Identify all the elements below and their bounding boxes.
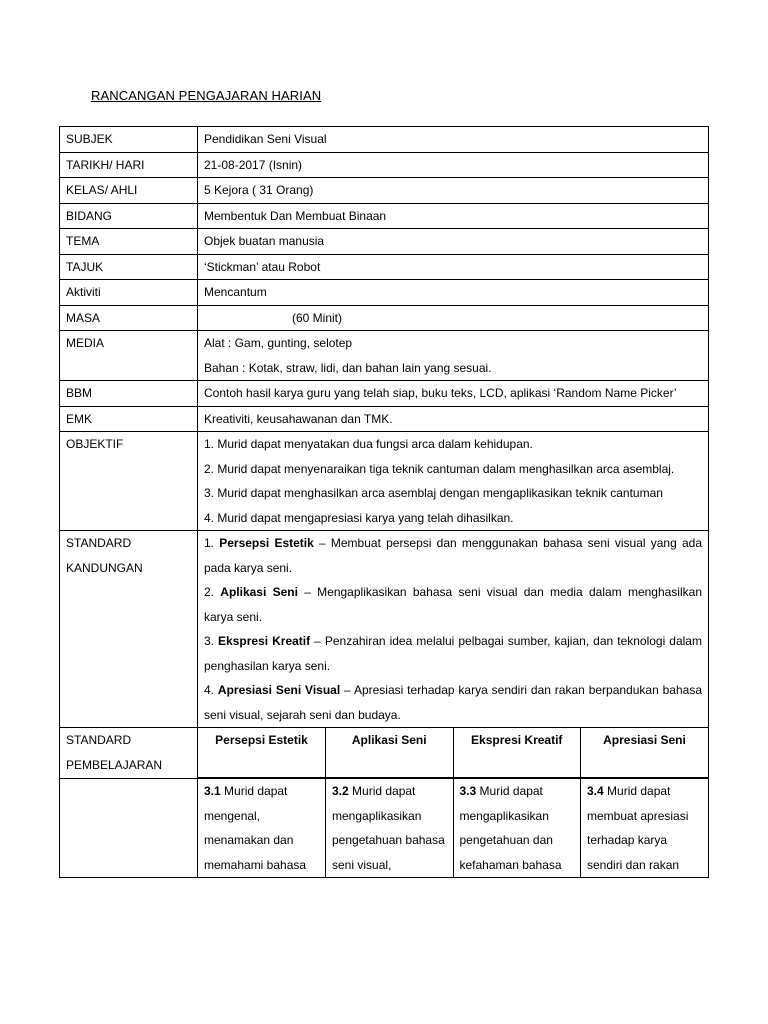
standard-item — [204, 580, 702, 629]
objective-item: 1. Murid dapat menyatakan dua fungsi arca dalam kehidupan. — [204, 437, 533, 451]
standard-pembelajaran-grid — [198, 728, 709, 779]
label-line: STANDARD — [66, 733, 132, 747]
row-label: Aktiviti — [60, 280, 198, 306]
sp-content-row — [198, 779, 708, 877]
item-text: – Mengaplikasikan bahasa seni visual dan media dalam menghasilkan karya seni. — [204, 585, 702, 624]
sp-header: Ekspresi Kreatif — [453, 728, 581, 778]
emk-row — [60, 406, 709, 432]
item-number: 4. — [204, 683, 215, 697]
standard-pembelajaran-label — [60, 728, 198, 779]
sp-cell-number: 3.4 — [587, 784, 604, 798]
label-line: KANDUNGAN — [66, 560, 143, 575]
page-title: RANCANGAN PENGAJARAN HARIAN — [91, 88, 322, 103]
standard-pembelajaran-row — [60, 728, 709, 779]
table-row — [60, 280, 709, 306]
media-row — [60, 331, 709, 381]
objektif-row — [60, 432, 709, 531]
row-value: Membentuk Dan Membuat Binaan — [198, 203, 709, 229]
sp-header: Aplikasi Seni — [326, 728, 454, 778]
sp-cell — [581, 779, 709, 877]
label-line: STANDARD — [66, 536, 132, 550]
item-number: 3. — [204, 634, 215, 648]
objective-item: 4. Murid dapat mengapresiasi karya yang telah dihasilkan. — [204, 510, 514, 525]
item-number: 1. — [204, 536, 215, 550]
item-term: Apresiasi Seni Visual — [217, 683, 341, 697]
empty-label-cell — [60, 779, 198, 878]
table-row — [60, 254, 709, 280]
objective-item: 2. Murid dapat menyenaraikan tiga teknik cantuman dalam menghasilkan arca asemblaj. — [204, 461, 675, 476]
item-text: – Apresiasi terhadap karya sendiri dan rakan berpandukan bahasa seni visual, sejarah seni dan budaya. — [204, 683, 702, 722]
standard-item — [204, 531, 702, 580]
item-text: – Membuat persepsi dan menggunakan bahasa seni visual yang ada pada karya seni. — [204, 536, 702, 575]
bbm-value: Contoh hasil karya guru yang telah siap, buku teks, LCD, aplikasi ‘Random Name Picker’ — [198, 381, 709, 407]
sp-header: Apresiasi Seni — [581, 728, 709, 778]
emk-label: EMK — [60, 406, 198, 432]
sp-cell — [326, 779, 454, 877]
media-line: Bahan : Kotak, straw, lidi, dan bahan lain yang sesuai. — [204, 360, 492, 375]
standard-kandungan-label — [60, 531, 198, 728]
standard-kandungan-row — [60, 531, 709, 728]
sp-content — [198, 779, 709, 878]
label-line: PEMBELAJARAN — [66, 757, 163, 772]
lesson-plan-table — [59, 126, 709, 878]
media-label: MEDIA — [60, 331, 198, 381]
table-row — [60, 178, 709, 204]
media-value — [198, 331, 709, 381]
sp-cell-number: 3.3 — [459, 784, 477, 798]
standard-pembelajaran-content-row — [60, 779, 709, 878]
standard-item — [204, 629, 702, 678]
sp-header-row — [198, 728, 708, 778]
objektif-label: OBJEKTIF — [60, 432, 198, 531]
bbm-label: BBM — [60, 381, 198, 407]
emk-value: Kreativiti, keusahawanan dan TMK. — [198, 406, 709, 432]
standard-kandungan-value — [198, 531, 709, 728]
table-row — [60, 229, 709, 255]
table-row — [60, 127, 709, 153]
objective-item: 3. Murid dapat menghasilkan arca asemblaj dengan mengaplikasikan teknik cantuman — [204, 486, 663, 500]
sp-cell-number: 3.2 — [332, 784, 349, 798]
item-term: Persepsi Estetik — [219, 536, 314, 550]
table-row — [60, 305, 709, 331]
item-text: – Penzahiran idea melalui pelbagai sumber, kajian, dan teknologi dalam penghasilan karya seni. — [204, 634, 702, 673]
row-value: Mencantum — [198, 280, 709, 306]
row-value: 21-08-2017 (Isnin) — [198, 152, 709, 178]
sp-content-subtable — [198, 779, 708, 877]
standard-item — [204, 678, 702, 727]
item-term: Ekspresi Kreatif — [218, 634, 311, 648]
item-term: Aplikasi Seni — [220, 585, 298, 599]
sp-cell — [198, 779, 326, 877]
row-label: KELAS/ AHLI — [60, 178, 198, 204]
sp-header: Persepsi Estetik — [198, 728, 326, 778]
row-label: TAJUK — [60, 254, 198, 280]
sp-cell — [453, 779, 581, 877]
row-label: TARIKH/ HARI — [60, 152, 198, 178]
table-row — [60, 203, 709, 229]
row-label: SUBJEK — [60, 127, 198, 153]
objektif-value — [198, 432, 709, 531]
sp-subtable — [198, 728, 708, 778]
masa-value: (60 Minit) — [292, 310, 343, 325]
row-value: Pendidikan Seni Visual — [198, 127, 709, 153]
media-line: Alat : Gam, gunting, selotep — [204, 336, 353, 350]
bbm-row — [60, 381, 709, 407]
sp-cell-text: Murid dapat mengaplikasikan pengetahuan bahasa seni visual, — [332, 784, 445, 872]
sp-cell-text: Murid dapat membuat apresiasi terhadap karya sendiri dan rakan — [587, 784, 689, 872]
row-value: ‘Stickman’ atau Robot — [198, 254, 709, 280]
row-value — [198, 305, 709, 331]
table-row — [60, 152, 709, 178]
row-value: 5 Kejora ( 31 Orang) — [198, 178, 709, 204]
sp-cell-text: Murid dapat mengenal, menamakan dan memahami bahasa — [204, 784, 307, 872]
row-value: Objek buatan manusia — [198, 229, 709, 255]
row-label: BIDANG — [60, 203, 198, 229]
item-number: 2. — [204, 585, 215, 599]
sp-cell-number: 3.1 — [204, 784, 221, 798]
row-label: MASA — [60, 305, 198, 331]
sp-cell-text: Murid dapat mengaplikasikan pengetahuan dan kefahaman bahasa — [459, 784, 562, 872]
row-label: TEMA — [60, 229, 198, 255]
